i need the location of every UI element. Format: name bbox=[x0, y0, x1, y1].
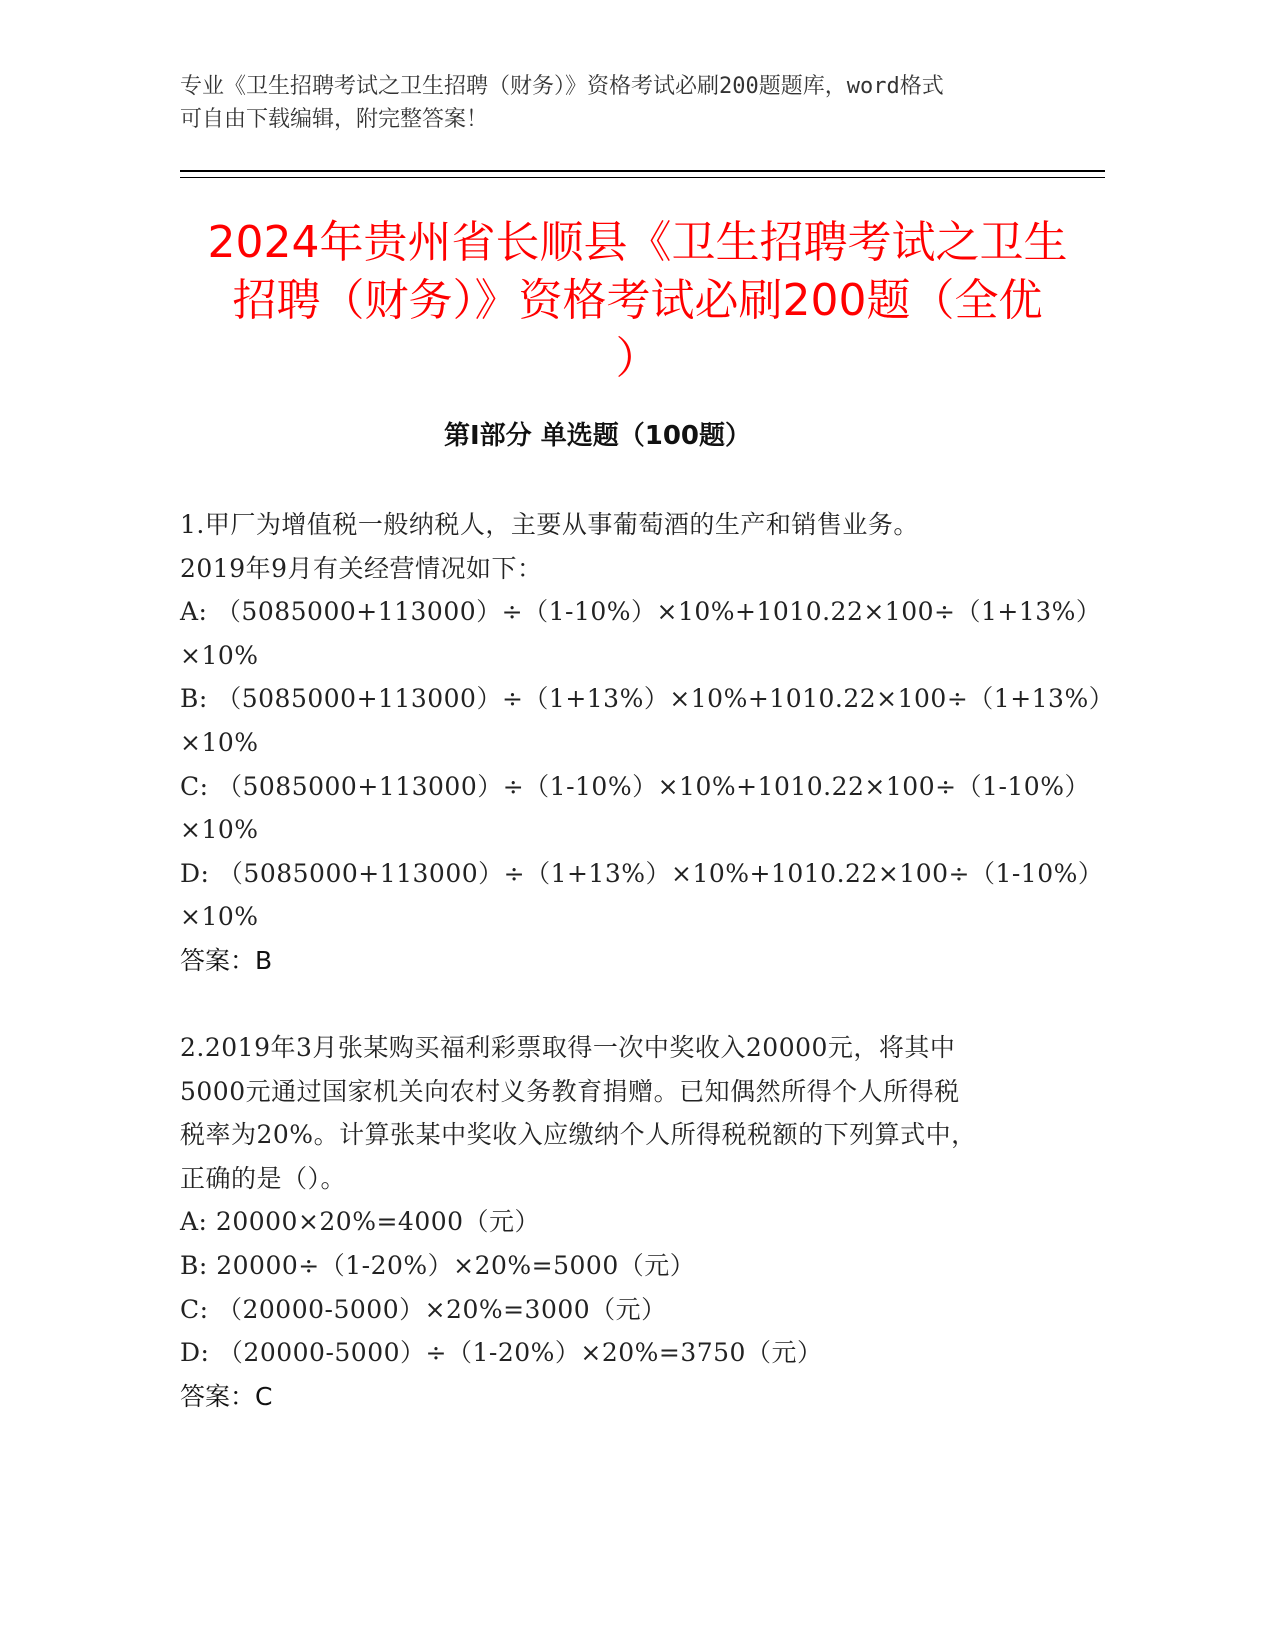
option-c-line: C: （20000-5000）×20%=3000（元） bbox=[180, 1294, 667, 1324]
header-note bbox=[180, 70, 1060, 136]
question-stem-line: 税率为20%。计算张某中奖收入应缴纳个人所得税税额的下列算式中， bbox=[180, 1120, 977, 1150]
header-note-line-2: 可自由下载编辑，附完整答案！ bbox=[180, 107, 489, 132]
option-a-continuation: ×10% bbox=[180, 640, 259, 670]
question-stem-line: 正确的是（）。 bbox=[180, 1163, 347, 1193]
question-1 bbox=[180, 503, 1115, 983]
option-d-line: D: （20000-5000）÷（1-20%）×20%=3750（元） bbox=[180, 1338, 823, 1368]
question-2 bbox=[180, 1026, 1040, 1418]
title-line-1: 2024年贵州省长顺县《卫生招聘考试之卫生 bbox=[207, 217, 1068, 268]
option-b-continuation: ×10% bbox=[180, 727, 259, 757]
question-stem-line: 2.2019年3月张某购买福利彩票取得一次中奖收入20000元，将其中 bbox=[180, 1033, 956, 1062]
question-stem-line: 1.甲厂为增值税一般纳税人，主要从事葡萄酒的生产和销售业务。 bbox=[180, 510, 919, 539]
option-c-line: C: （5085000+113000）÷（1-10%）×10%+1010.22×100÷（1-10%） bbox=[180, 771, 1090, 801]
option-d-continuation: ×10% bbox=[180, 902, 259, 932]
option-a-line: A: （5085000+113000）÷（1-10%）×10%+1010.22×100÷（1+13%） bbox=[180, 597, 1102, 627]
option-c-continuation: ×10% bbox=[180, 815, 259, 845]
option-b-line: B: 20000÷（1-20%）×20%=5000（元） bbox=[180, 1250, 696, 1280]
title-line-3: ） bbox=[615, 333, 660, 384]
answer-label: 答案：B bbox=[180, 945, 273, 975]
document-title bbox=[150, 214, 1125, 388]
question-stem-line: 2019年9月有关经营情况如下： bbox=[180, 553, 543, 583]
section-heading: 第Ⅰ部分 单选题（100题） bbox=[444, 421, 751, 451]
header-rule-thick bbox=[180, 170, 1105, 172]
option-b-line: B: （5085000+113000）÷（1+13%）×10%+1010.22×100÷（1+13%） bbox=[180, 684, 1115, 714]
question-stem-line: 5000元通过国家机关向农村义务教育捐赠。已知偶然所得个人所得税 bbox=[180, 1076, 960, 1106]
option-a-line: A: 20000×20%=4000（元） bbox=[180, 1207, 541, 1237]
header-rule-thin bbox=[180, 177, 1105, 178]
option-d-line: D: （5085000+113000）÷（1+13%）×10%+1010.22×100÷（1-10%） bbox=[180, 858, 1104, 888]
title-line-2: 招聘（财务）》资格考试必刷200题（全优 bbox=[232, 275, 1043, 326]
answer-label: 答案：C bbox=[180, 1381, 273, 1411]
header-note-line-1: 专业《卫生招聘考试之卫生招聘（财务）》资格考试必刷200题题库，word格式 bbox=[180, 74, 944, 99]
